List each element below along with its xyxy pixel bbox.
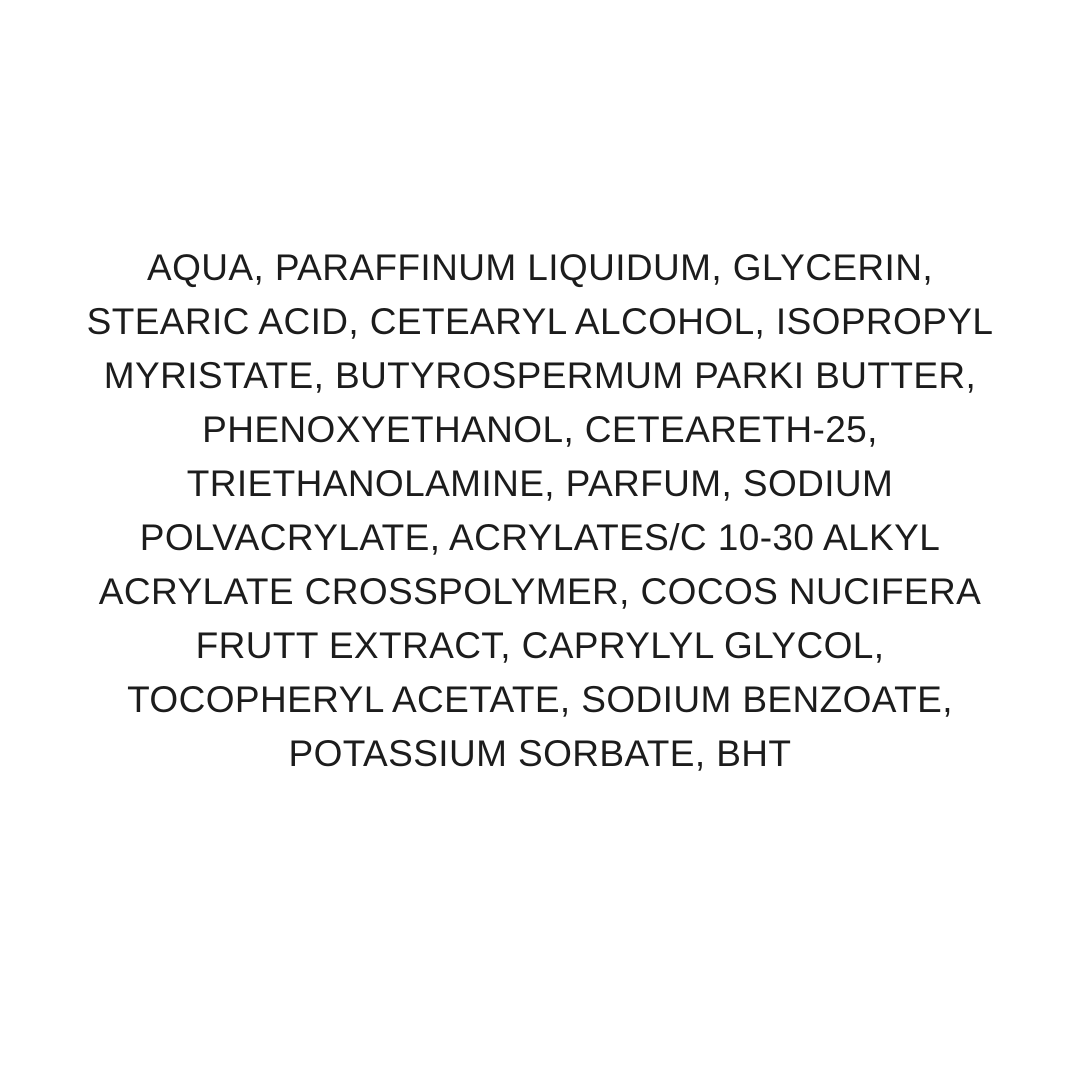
ingredients-line: POLVACRYLATE, ACRYLATES/C 10-30 ALKYL <box>139 517 941 558</box>
ingredients-line: ACRYLATE CROSSPOLYMER, COCOS NUCIFERA <box>98 571 982 612</box>
ingredients-line: FRUTT EXTRACT, CAPRYLYL GLYCOL, <box>195 625 885 666</box>
ingredients-text-block <box>0 241 1080 781</box>
ingredients-line: TRIETHANOLAMINE, PARFUM, SODIUM <box>186 463 894 504</box>
ingredients-line: AQUA, PARAFFINUM LIQUIDUM, GLYCERIN, <box>147 247 933 288</box>
ingredients-line: TOCOPHERYL ACETATE, SODIUM BENZOATE, <box>127 679 953 720</box>
ingredients-line: MYRISTATE, BUTYROSPERMUM PARKI BUTTER, <box>103 355 977 396</box>
ingredients-line: PHENOXYETHANOL, CETEARETH-25, <box>202 409 878 450</box>
ingredients-line: POTASSIUM SORBATE, BHT <box>288 733 792 774</box>
ingredients-line: STEARIC ACID, CETEARYL ALCOHOL, ISOPROPYL <box>86 301 994 342</box>
